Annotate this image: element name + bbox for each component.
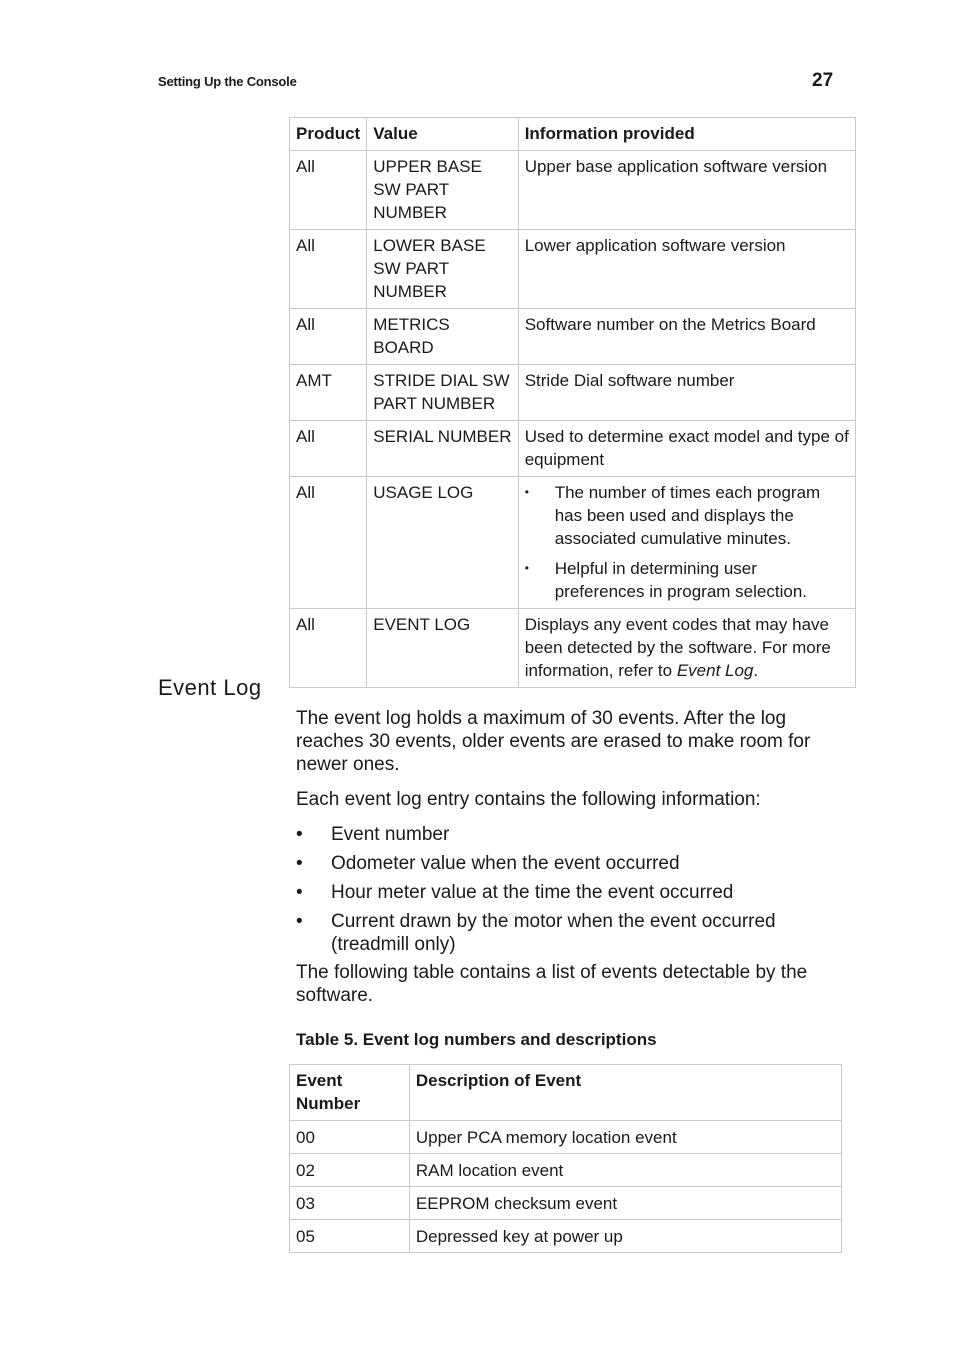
- event-description-cell: Upper PCA memory location event: [409, 1121, 841, 1154]
- bullet-icon: •: [296, 911, 303, 932]
- product-cell: All: [290, 309, 367, 365]
- list-item: [525, 481, 849, 550]
- product-cell: AMT: [290, 365, 367, 421]
- table-row: [290, 1220, 842, 1253]
- info-cell: Lower application software version: [518, 230, 855, 309]
- value-cell: STRIDE DIAL SW PART NUMBER: [367, 365, 518, 421]
- info-cell: Stride Dial software number: [518, 365, 855, 421]
- product-cell: All: [290, 609, 367, 688]
- table-row: [290, 151, 856, 230]
- table-row: [290, 477, 856, 609]
- column-header-value: Value: [367, 118, 518, 151]
- list-item: [525, 557, 849, 603]
- bullet-icon: •: [296, 882, 303, 903]
- event-number-cell: 03: [290, 1187, 410, 1220]
- event-log-reference: Event Log: [676, 661, 754, 680]
- table-row: [290, 1187, 842, 1220]
- table-row: [290, 1121, 842, 1154]
- product-cell: All: [290, 421, 367, 477]
- table-caption: Table 5. Event log numbers and descriptions: [296, 1030, 657, 1049]
- info-cell: Software number on the Metrics Board: [518, 309, 855, 365]
- table-row: [290, 1154, 842, 1187]
- list-item-text: Odometer value when the event occurred: [331, 853, 680, 874]
- console-info-table: [289, 117, 856, 688]
- bullet-icon: •: [524, 561, 529, 575]
- table-row: [290, 609, 856, 688]
- event-number-cell: 00: [290, 1121, 410, 1154]
- list-item-text: Event number: [331, 824, 450, 845]
- bullet-icon: •: [524, 485, 529, 499]
- page-number: 27: [812, 70, 834, 91]
- info-text: Displays any event codes that may have been detected by the software. For more information, refer to: [524, 615, 831, 680]
- table-header-row: [290, 1065, 842, 1121]
- product-cell: All: [290, 230, 367, 309]
- list-item-text: The number of times each program has been used and displays the associated cumulative minutes.: [554, 483, 821, 548]
- event-log-table: [289, 1064, 842, 1253]
- bullet-icon: •: [296, 853, 303, 874]
- product-cell: All: [290, 477, 367, 609]
- value-cell: LOWER BASE SW PART NUMBER: [367, 230, 518, 309]
- value-cell: METRICS BOARD: [367, 309, 518, 365]
- info-cell: [518, 609, 855, 688]
- event-description-cell: Depressed key at power up: [409, 1220, 841, 1253]
- info-cell: Used to determine exact model and type of equipment: [518, 421, 855, 477]
- info-text-end: .: [753, 661, 759, 680]
- value-cell: EVENT LOG: [367, 609, 518, 688]
- table-row: [290, 421, 856, 477]
- event-description-cell: RAM location event: [409, 1154, 841, 1187]
- table-header-row: [290, 118, 856, 151]
- column-header-description: Description of Event: [409, 1065, 841, 1121]
- event-number-cell: 02: [290, 1154, 410, 1187]
- product-cell: All: [290, 151, 367, 230]
- column-header-information: Information provided: [518, 118, 855, 151]
- list-item-text: Helpful in determining user preferences in program selection.: [554, 559, 807, 601]
- table-row: [290, 309, 856, 365]
- value-cell: USAGE LOG: [367, 477, 518, 609]
- event-number-cell: 05: [290, 1220, 410, 1253]
- value-cell: UPPER BASE SW PART NUMBER: [367, 151, 518, 230]
- running-header: Setting Up the Console: [158, 74, 297, 89]
- list-item: [296, 910, 841, 956]
- table-row: [290, 230, 856, 309]
- info-cell: [518, 477, 855, 609]
- usage-log-bullets: [525, 481, 849, 603]
- table-row: [290, 365, 856, 421]
- event-description-cell: EEPROM checksum event: [409, 1187, 841, 1220]
- value-cell: SERIAL NUMBER: [367, 421, 518, 477]
- info-cell: Upper base application software version: [518, 151, 855, 230]
- list-item: [296, 881, 841, 904]
- bullet-icon: •: [296, 824, 303, 845]
- table-intro-paragraph: The following table contains a list of events detectable by the software.: [296, 962, 808, 1006]
- column-header-product: Product: [290, 118, 367, 151]
- list-item: [296, 823, 841, 846]
- event-log-intro-paragraph: The event log holds a maximum of 30 events. After the log reaches 30 events, older events are erased to make room for newer ones.: [296, 708, 811, 775]
- section-heading-event-log: Event Log: [158, 675, 262, 700]
- list-item: [296, 852, 841, 875]
- list-item-text: Current drawn by the motor when the event occurred (treadmill only): [331, 911, 776, 955]
- list-item-text: Hour meter value at the time the event occurred: [331, 882, 734, 903]
- column-header-event-number: Event Number: [290, 1065, 410, 1121]
- entry-intro-paragraph: Each event log entry contains the following information:: [296, 789, 761, 810]
- event-entry-fields-list: [296, 823, 841, 962]
